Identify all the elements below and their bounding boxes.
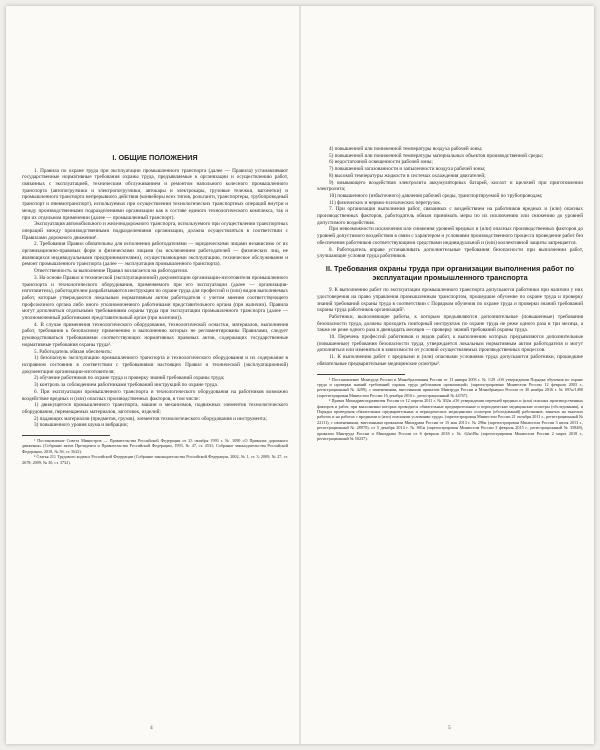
list-item: 11) физических и нервно-психических перегрузок. — [329, 199, 442, 206]
page-number-right: 5 — [448, 725, 451, 731]
list-item: 10) повышенного (избыточного) давления рабочей среды, транспортируемой по трубопроводам; — [329, 192, 543, 199]
list-item: 1) движущегося промышленного транспорта, машин и механизмов, подвижных элементов технологического оборудования, перемещаемых материалов, заготовок, изделий; — [22, 402, 288, 415]
list-item: 2) падающих материалов (предметов, грузов), элементов технологического оборудования и инструмента; — [34, 415, 267, 422]
paragraph: 10. Перечень профессий работников и видов работ, к выполнению которых предъявляются дополнительные (повышенные) требования безопасности труда, утверждается локальным нормативным актом работодателя и могут дополняться или изменяться в зависимости от условий осуществляемых производственных процессов. — [317, 334, 583, 354]
list-item: 6) недостаточной освещенности рабочей зоны; — [329, 159, 433, 166]
footnotes — [317, 377, 583, 442]
footnote-rule — [317, 374, 405, 375]
paragraph: Эксплуатация автомобильного и железнодорожного транспорта, используемого при осуществлении транспортных операций между производственными подразделениями организации, должна осуществляться в соответствии с Правилами дорожного движения¹. — [22, 221, 288, 241]
footnote: ² Статья 211 Трудового кодекса Российской Федерации (Собрание законодательства Российской Федерации, 2002, № 1, ст. 3; 2009, № 27, ст. 2678; 2009, № 30, ст. 3732). — [22, 454, 288, 465]
list-item: 3) повышенного уровня шума и вибрации; — [34, 422, 128, 429]
paragraph: 9. К выполнению работ по эксплуатации промышленного транспорта допускаются работники при наличии у них удостоверения на право управления промышленным транспортом, прошедшие обучение по охране труда и проверку знаний требований охраны труда в соответствии с Порядком обучения по охране труда и проверки знаний требований охраны труда работников организаций¹. — [317, 287, 583, 314]
right-page — [317, 146, 583, 739]
paragraph: 7. При организации выполнения работ, связанных с воздействием на работников вредных и (или) опасных производственных факторов, работодатель обязан принимать меры по их исключению или снижению до уровней допустимого воздействия. — [317, 206, 583, 226]
list-item: 2) обучение работников по охране труда и проверку знаний требований охраны труда; — [34, 375, 225, 382]
book-fold — [299, 6, 301, 744]
book-spread — [6, 6, 594, 744]
list-item: 5) повышенной или пониженной температуры материальных объектов производственной среды; — [329, 152, 544, 159]
footnote: ² Приказ Минздравсоцразвития России от 12 апреля 2011 г. № 302н «Об утверждении перечней вредных и (или) опасных производственных факторов и работ, при выполнении которых проводятся обязательные предварительные и периодические медицинские осмотры (обследования), и Порядка проведения обязательных предварительных и периодических медицинских осмотров (обследований) работников, занятых на тяжелых работах и на работах с вредными и (или) опасными условиями труда» (зарегистрирован Минюстом России 21 октября 2011 г., регистрационный № 22111), с изменениями, внесенными приказами Минздрава России от 15 мая 2013 г. № 296н (зарегистрирован Минюстом России 3 июля 2013 г., регистрационный № 28970), от 5 декабря 2014 г. № 801н (зарегистрирован Минюстом России 3 февраля 2015 г., регистрационный № 35848), приказом Минтруда России и Минздрава России от 6 февраля 2018 г. № 62н/49н (зарегистрирован Минюстом России 2 марта 2018 г., регистрационный № 50237). — [317, 398, 583, 442]
paragraph: 4. В случае применения технологического оборудования, технологической оснастки, материалов, выполнения работ, требования к безопасному применению и выполнению которых не регламентированы Правилами, следует руководствоваться требованиями соответствующих нормативных правовых актов, содержащих государственные нормативные требования охраны труда². — [22, 321, 288, 348]
paragraph: 6. При эксплуатации промышленного транспорта и технологического оборудования на работников возможно воздействие вредных и (или) опасных производственных факторов, в том числе: — [22, 388, 288, 402]
left-page — [22, 154, 288, 739]
paragraph: 8. Работодатель вправе устанавливать дополнительные требования безопасности при выполнении работ, улучшающие условия труда работников. — [317, 246, 583, 260]
paragraph: 1. Правила по охране труда при эксплуатации промышленного транспорта (далее — Правила) устанавливают государственные нормативные требования охраны труда, предъявляемые к организации и осуществлению работ, связанных с эксплуатацией, техническим обслуживанием и ремонтом напольного колесного промышленного транспорта (автопогрузчики и электропогрузчики, автокары и электрокары, грузовые тележки, вагонетки) и промышленного транспорта непрерывного действия (конвейеры всех типов, рольганги, транспортеры, трубопроводный транспорт и пневмотранспорт), используемых при осуществлении технологических транспортных операций внутри и между производственными подразделениями организации как в составе единого технологического комплекса, так и при их отдельном применении (далее — промышленный транспорт). — [22, 167, 288, 221]
footnote: ¹ Постановление Минтруда России и Минобразования России от 13 января 2003 г. № 1/29 «Об утверждении Порядка обучения по охране труда и проверки знаний требований охраны труда работников организаций» (зарегистрировано Минюстом России 12 февраля 2003 г., регистрационный № 4209), с изменениями, внесенными приказом Минтруда России и Минобрнауки России от 30 ноября 2016 г. № 697н/1490 (зарегистрирован Минюстом России 16 декабря 2016 г., регистрационный № 44767). — [317, 376, 583, 398]
paragraph: 3. На основе Правил и технической (эксплуатационной) документации организации-изготовителя промышленного транспорта и технологического оборудования, применяемого при его эксплуатации (далее — организация-изготовитель), работодателем разрабатываются инструкции по охране труда для профессий и (или) видов выполняемых работ, которые утверждаются локальным нормативным актом работодателя с учетом мнения соответствующего профсоюзного органа либо иного уполномоченного работниками представительного органа (при наличии). Правила могут дополняться отдельными требованиями охраны труда при эксплуатации промышленного транспорта (далее — уполномоченный работниками представительный орган (при наличии)). — [22, 274, 288, 322]
paragraph: 2. Требования Правил обязательны для исполнения работодателями — юридическими лицами независимо от их организационно-правовых форм и физическими лицами (за исключением работодателей — физических лиц, не являющихся индивидуальными предпринимателями), осуществляющими эксплуатацию, техническое обслуживание и ремонт промышленного транспорта (далее — эксплуатация промышленного транспорта). — [22, 241, 288, 268]
section-heading-general: I. ОБЩИЕ ПОЛОЖЕНИЯ — [112, 154, 198, 162]
footnote-rule — [22, 435, 110, 436]
footnotes — [22, 438, 288, 465]
paragraph: При невозможности исключения или снижения уровней вредных и (или) опасных производственных факторов до уровней допустимого воздействия в связи с характером и условиями производственного процесса проведение работ без обеспечения работников соответствующими средствами индивидуальной и (или) коллективной защиты запрещается. — [317, 226, 583, 246]
section-heading-requirements: II. Требования охраны труда при организации выполнения работ по эксплуатации промышленного транспорта — [325, 263, 575, 282]
list-item: 1) безопасную эксплуатацию промышленного транспорта и технологического оборудования и их содержание в исправном состоянии в соответствии с требованиями настоящих Правил и технической (эксплуатационной) документации организации-изготовителя; — [22, 355, 288, 375]
paragraph: Работники, выполняющие работы, к которым предъявляются дополнительные (повышенные) требования безопасности труда, должны проходить повторный инструктаж по охране труда не реже одного раза в три месяца, а также не реже одного раза в двенадцать месяцев — проверку знаний требований охраны труда. — [317, 313, 583, 334]
list-item: 8) высокой температуры жидкости в системах охлаждения двигателей; — [329, 172, 486, 179]
paragraph: Ответственность за выполнение Правил возлагается на работодателя. — [34, 268, 189, 275]
list-item: 9) омывающего воздействия электролита аккумуляторных батарей, кислот и щелочей при приготовлении электролита; — [317, 179, 583, 193]
paragraph: 5. Работодатель обязан обеспечить: — [34, 348, 113, 355]
footnote: ¹ Постановление Совета Министров — Правительства Российской Федерации от 23 октября 1993 г. № 1090 «О Правилах дорожного движения» (Собрание актов Президента и Правительства Российской Федерации, 1993, № 47, ст. 4531; Собрание законодательства Российской Федерации, 2018, № 36, ст. 5622). — [22, 438, 288, 454]
list-item: 7) повышенной загазованности и запыленности воздуха рабочей зоны; — [329, 166, 486, 173]
page-number-left: 4 — [150, 725, 153, 731]
paragraph: 11. К выполнению работ с вредными и (или) опасными условиями труда допускаются работники, прошедшие обязательные предварительные медицинские осмотры². — [317, 354, 583, 367]
list-item: 4) повышенной или пониженной температуры воздуха рабочей зоны; — [329, 146, 483, 152]
list-item: 3) контроль за соблюдением работниками требований инструкций по охране труда. — [34, 382, 219, 389]
